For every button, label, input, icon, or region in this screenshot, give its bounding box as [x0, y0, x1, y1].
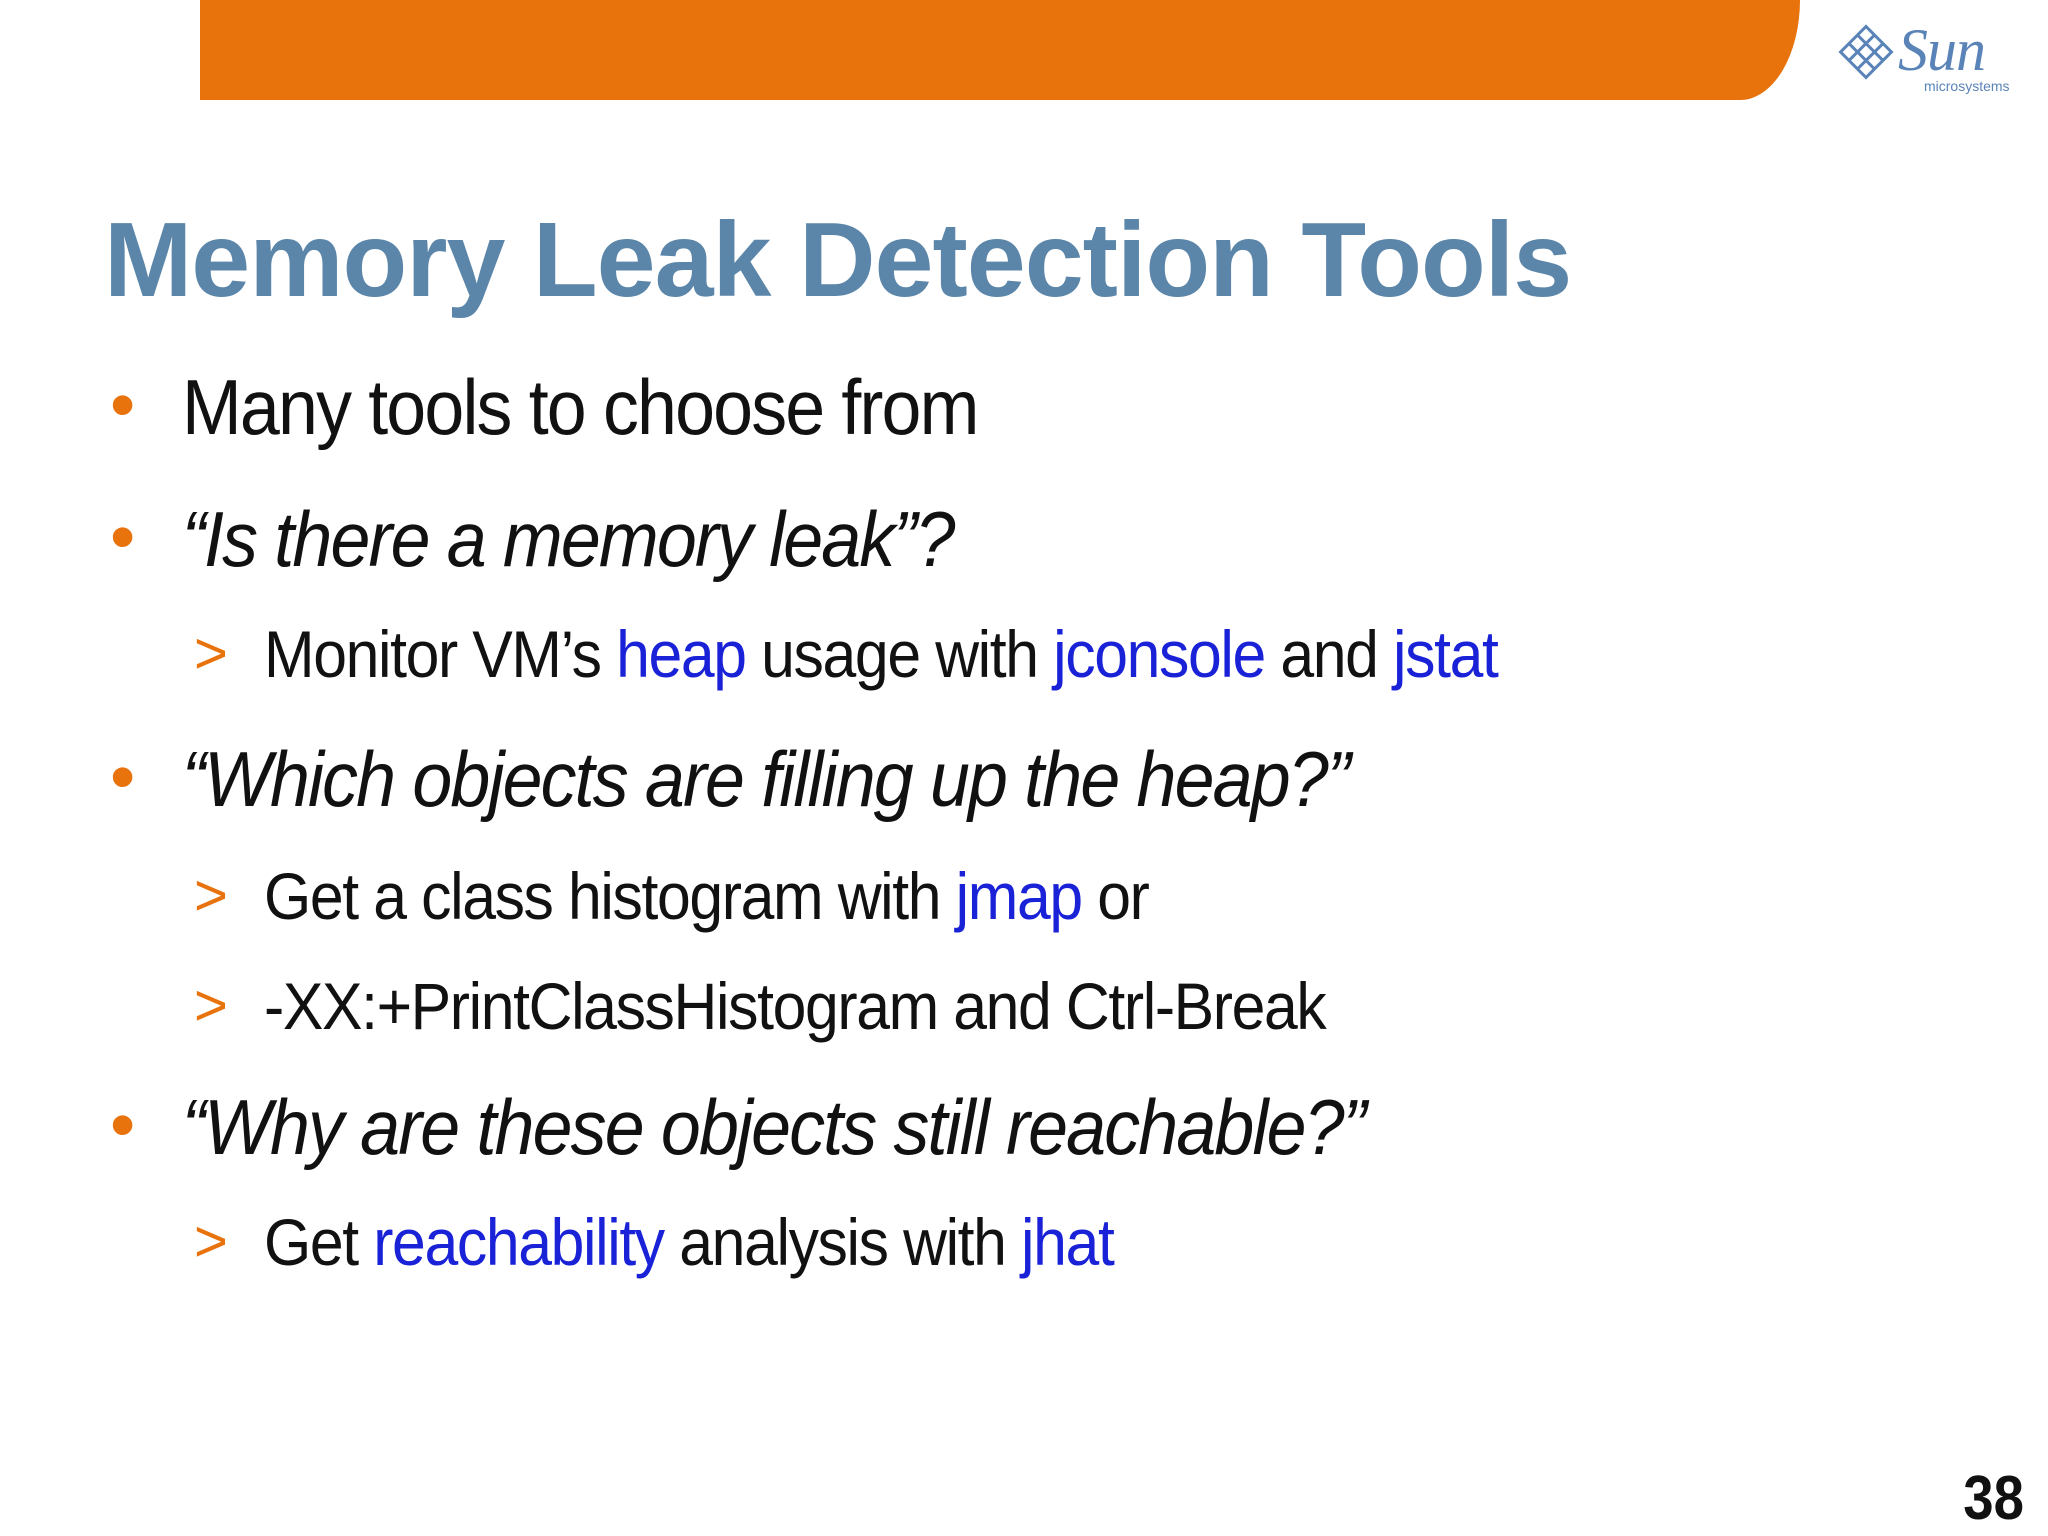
sub-bullet-marker: > — [194, 973, 228, 1038]
logo-subtitle: microsystems — [1924, 78, 2010, 94]
tool-name: heap — [616, 617, 746, 691]
sub-bullet-text — [264, 858, 1148, 934]
sub-bullet-marker: > — [194, 1209, 228, 1274]
sub-bullet-segment: analysis with — [663, 1205, 1022, 1279]
logo-word: Sun — [1898, 17, 1985, 83]
sub-bullet-text — [264, 968, 1325, 1044]
tool-name: jstat — [1393, 617, 1498, 691]
bullet-text: “Which objects are filling up the heap?” — [182, 735, 1349, 823]
sub-bullet-segment: Monitor VM’s — [264, 617, 617, 691]
sub-bullet-segment: Get a class histogram with — [264, 859, 956, 933]
sub-bullet-segment: Get — [264, 1205, 374, 1279]
bullet-marker: • — [110, 365, 136, 445]
header-bar — [200, 0, 1800, 100]
sub-bullet-text — [264, 616, 1498, 692]
sub-bullet-marker: > — [194, 863, 228, 928]
bullet-text: “Is there a memory leak”? — [182, 495, 954, 583]
sub-bullet-segment: or — [1081, 859, 1149, 933]
bullet-marker: • — [110, 497, 136, 577]
bullet-text: Many tools to choose from — [182, 363, 978, 451]
page-number: 38 — [1963, 1464, 2024, 1533]
sub-bullet-segment: usage with — [745, 617, 1054, 691]
tool-name: reachability — [373, 1205, 664, 1279]
bullet-marker: • — [110, 1085, 136, 1165]
tool-name: jhat — [1021, 1205, 1114, 1279]
sub-bullet-text — [264, 1204, 1113, 1280]
tool-name: jconsole — [1053, 617, 1265, 691]
slide-title: Memory Leak Detection Tools — [104, 201, 1572, 319]
sun-logo — [1838, 18, 2018, 98]
tool-name: jmap — [955, 859, 1082, 933]
sun-logo-icon — [1838, 24, 1894, 80]
bullet-marker: • — [110, 737, 136, 817]
sub-bullet-segment: -XX:+PrintClassHistogram and Ctrl-Break — [264, 969, 1326, 1043]
sub-bullet-segment: and — [1264, 617, 1394, 691]
bullet-text: “Why are these objects still reachable?” — [182, 1083, 1365, 1171]
sub-bullet-marker: > — [194, 621, 228, 686]
